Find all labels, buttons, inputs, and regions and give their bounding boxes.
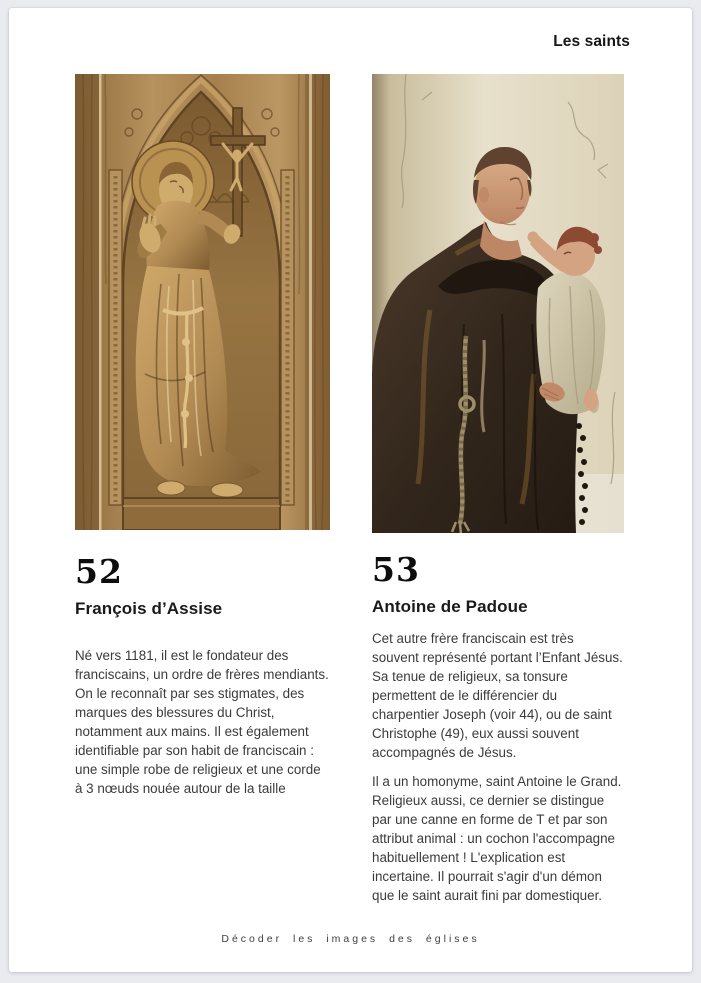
anthony-statue-image xyxy=(372,74,624,533)
book-page xyxy=(9,8,692,972)
running-header: Les saints xyxy=(553,33,630,50)
entry-column-antoine xyxy=(372,74,624,915)
paragraph: Il a un homonyme, saint Antoine le Grand. Religieux aussi, ce dernier se distingue par une canne en forme de T et par son attribut animal : un cochon l'accompagne habituellement ! L'explication est incertaine. Il pourrait s'agir d'un démon que le saint aurait fini par domestiquer. xyxy=(372,774,622,903)
anthony-statue-illustration xyxy=(372,74,624,533)
book-title-footer: Décoder les images des églises xyxy=(221,933,480,945)
entry-column-francois xyxy=(75,74,330,808)
francis-carving-illustration xyxy=(75,74,330,530)
entry-body xyxy=(372,629,624,905)
plinth xyxy=(123,498,280,530)
saint-name: Antoine de Padoue xyxy=(372,597,528,616)
paragraph: Né vers 1181, il est le fondateur des franciscains, un ordre de frères mendiants. On le reconnaît par ses stigmates, des marques des blessures du Christ, notamment aux mains. Il est également identifiable par son habit de franciscain : une simple robe de religieux et une corde à 3 nœuds nouée autour de la taille xyxy=(75,648,329,796)
paragraph: Cet autre frère franciscain est très souvent représenté portant l’Enfant Jésus. Sa tenue de religieux, sa tonsure permettent de le différencier du charpentier Joseph (voir 44), ou de saint Christophe (49), eux aussi souvent accompagnés de Jésus. xyxy=(372,631,623,760)
francis-wood-carving-image xyxy=(75,74,330,530)
entry-number: 53 xyxy=(372,550,420,589)
entry-number: 52 xyxy=(75,552,123,591)
saint-name: François d’Assise xyxy=(75,599,223,618)
entry-body xyxy=(75,646,330,798)
